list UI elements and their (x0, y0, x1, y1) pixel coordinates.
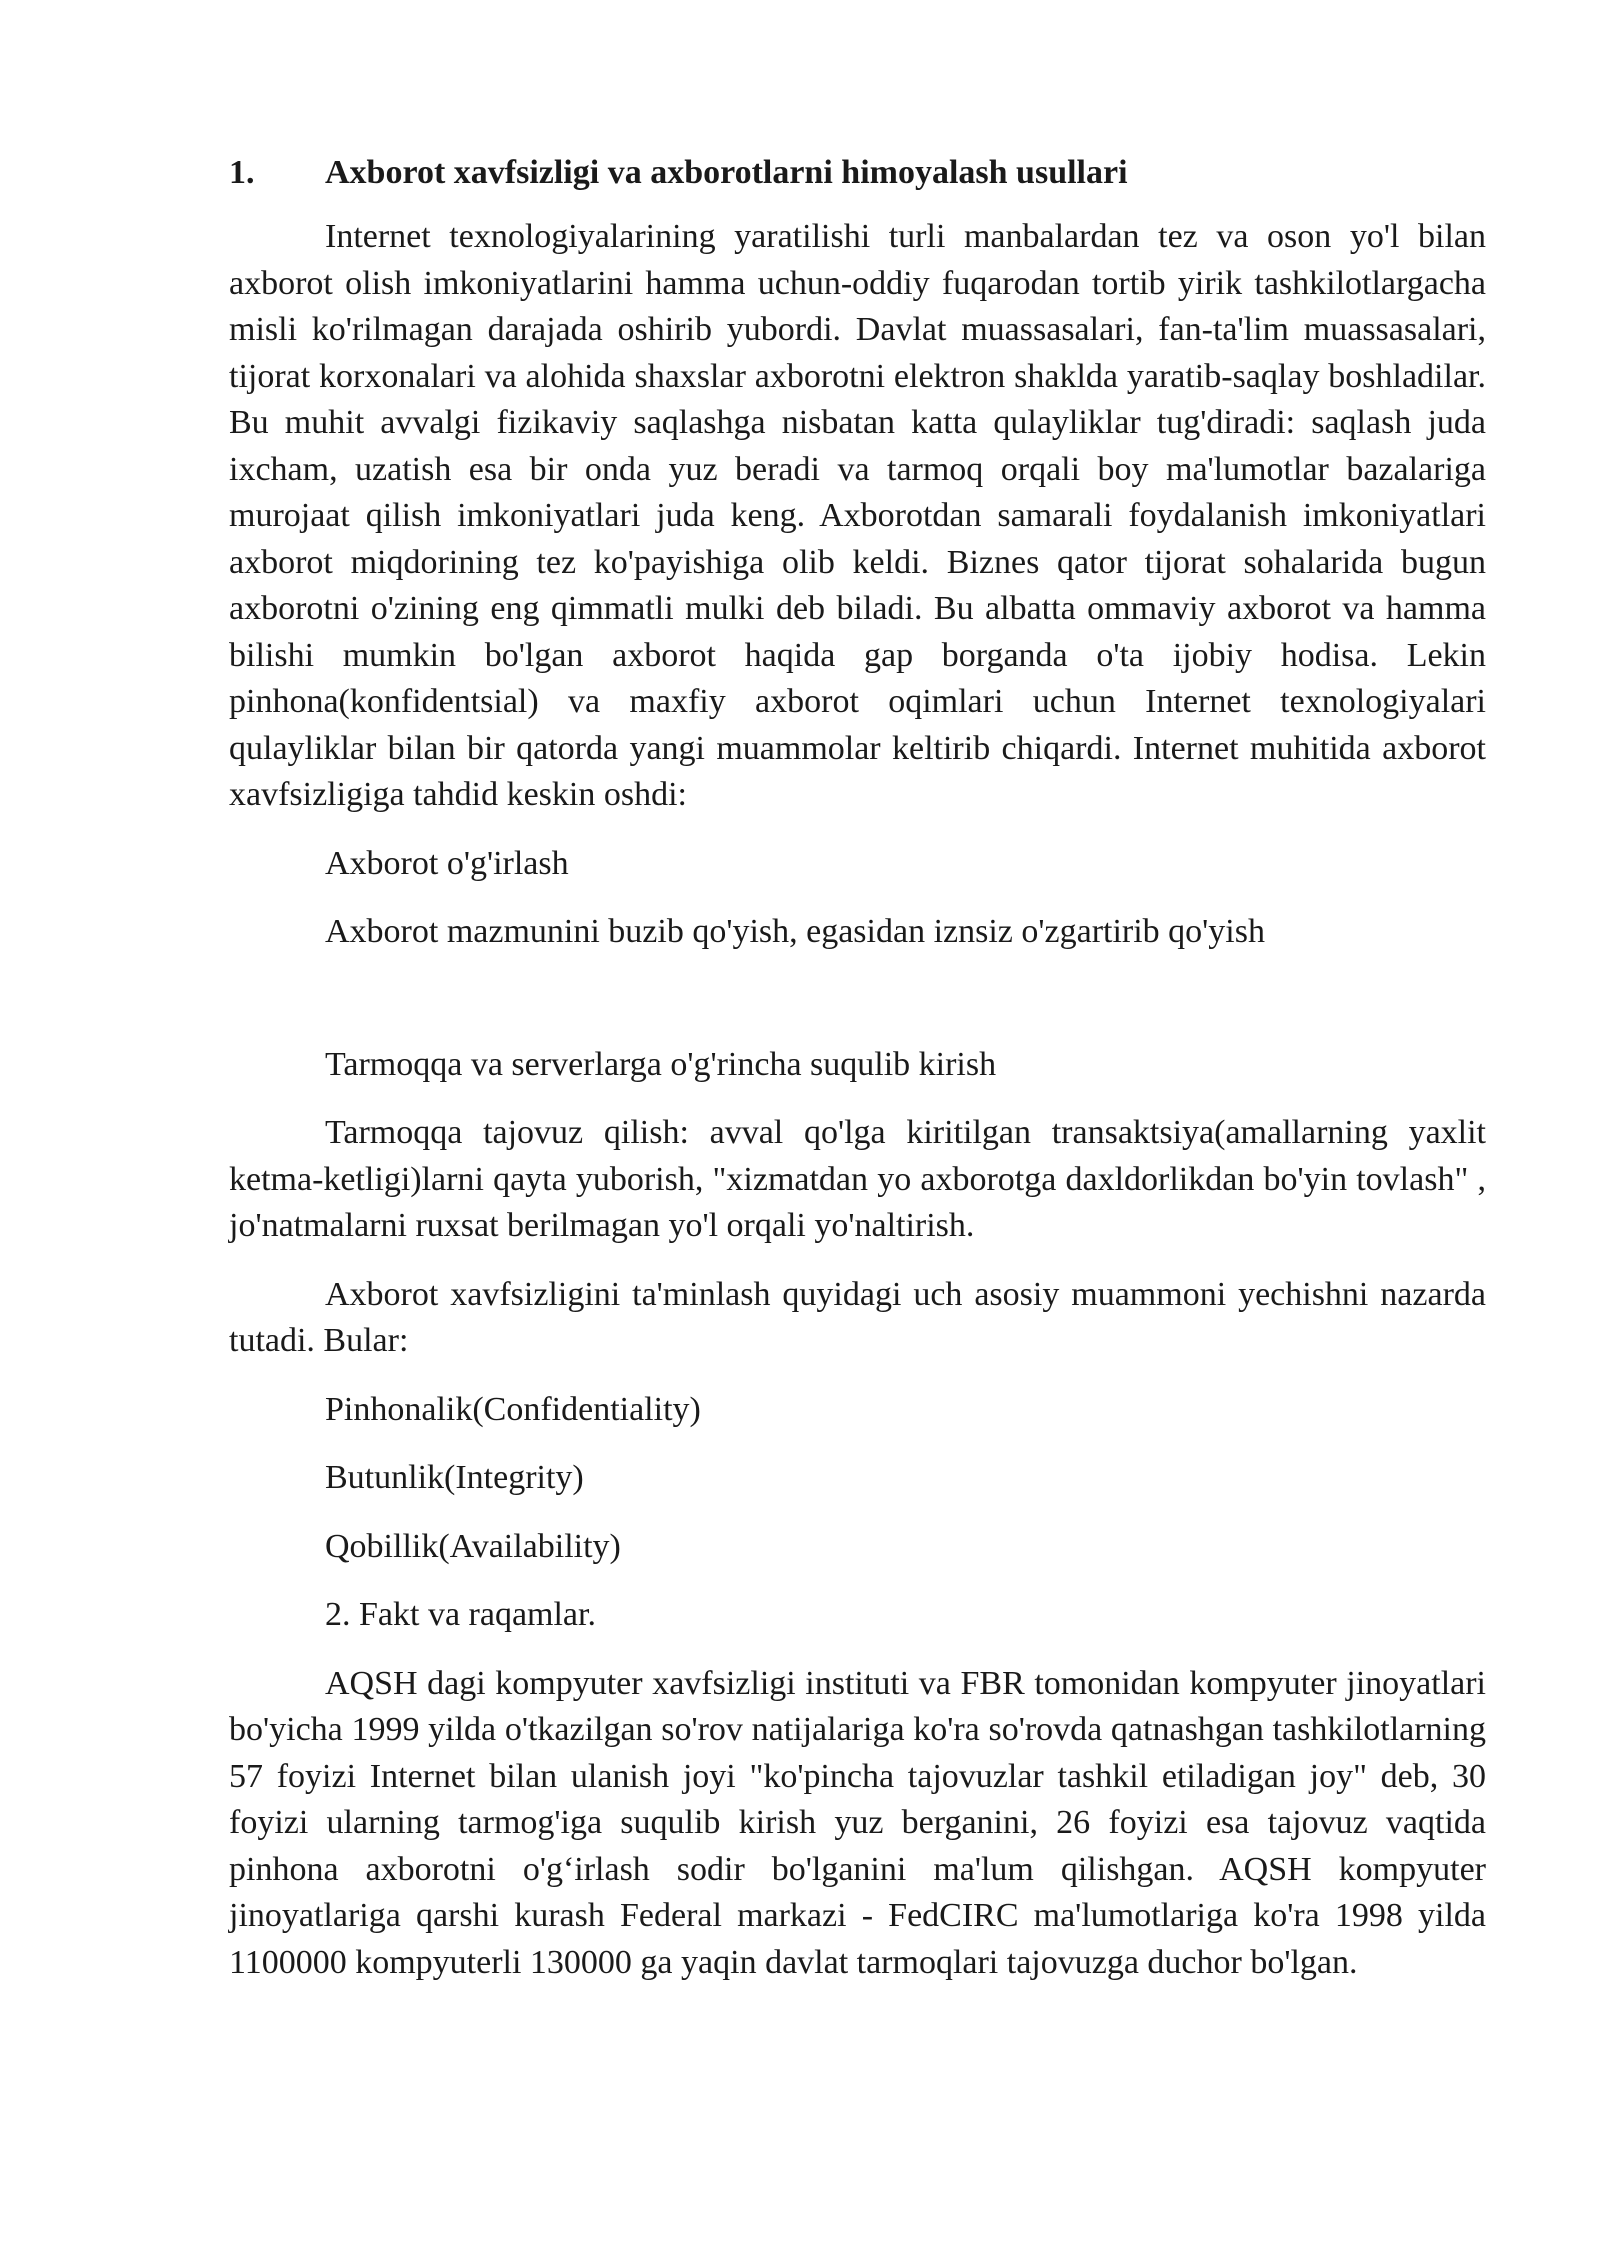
statistics-paragraph: AQSH dagi kompyuter xavfsizligi instituti va FBR tomonidan kompyuter jinoyatlari bo'yicha 1999 yilda o'tkazilgan so'rov natijalariga ko'ra so'rovda qatnashgan tashkilotlarning 57 foyizi Internet bilan ulanish joyi "ko'pincha tajovuzlar tashkil etiladigan joy" deb, 30 foyizi ularning tarmog'iga suqulib kirish yuz berganini, 26 foyizi esa tajovuz vaqtida pinhona axborotni o'g‘irlash sodir bo'lganini ma'lum qilishgan. AQSH kompyuter jinoyatlariga qarshi kurash Federal markazi - FedCIRC ma'lumotlariga ko'ra 1998 yilda 1100000 kompyuterli 130000 ga yaqin davlat tarmoqlari tajovuzga duchor bo'lgan. (229, 1664, 1486, 1981)
threat-item-tampering: Axborot mazmunini buzib qo'yish, egasidan iznsiz o'zgartirib qo'yish (325, 913, 1265, 950)
document-page (229, 150, 1486, 2008)
blank-gap (229, 978, 1486, 1042)
section-number: 1. (229, 154, 255, 191)
intro-paragraph: Internet texnologiyalarining yaratilishi turli manbalardan tez va oson yo'l bilan axborot olish imkoniyatlarini hamma uchun-oddiy fuqarodan tortib yirik tashkilotlargacha misli ko'rilmagan darajada oshirib yubordi. Davlat muassasalari, fan-ta'lim muassasalari, tijorat korxonalari va alohida shaxslar axborotni elektron shaklda yaratib-saqlay boshladilar. Bu muhit avvalgi fizikaviy saqlashga nisbatan katta qulayliklar tug'diradi: saqlash juda ixcham, uzatish esa bir onda yuz beradi va tarmoq orqali boy ma'lumotlar bazalariga murojaat qilish imkoniyatlari juda keng. Axborotdan samarali foydalanish imkoniyatlari axborot miqdorining tez ko'payishiga olib keldi. Biznes qator tijorat sohalarida bugun axborotni o'zining eng qimmatli mulki deb biladi. Bu albatta ommaviy axborot va hamma bilishi mumkin bo'lgan axborot haqida gap borganda o'ta ijobiy hodisa. Lekin pinhona(konfidentsial) va maxfiy axborot oqimlari uchun Internet texnologiyalari qulayliklar bilan bir qatorda yangi muammolar keltirib chiqardi. Internet muhitida axborot xavfsizligiga tahdid keskin oshdi: (229, 218, 1486, 813)
subsection-heading: 2. Fakt va raqamlar. (325, 1596, 596, 1633)
section-heading (229, 150, 1486, 196)
attack-paragraph: Tarmoqqa tajovuz qilish: avval qo'lga kiritilgan transaktsiya(amallarning yaxlit ketma-ketligi)larni qayta yuborish, "xizmatdan yo axborotga daxldorlikdan bo'yin tovlash" , jo'natmalarni ruxsat berilmagan yo'l orqali yo'naltirish. (229, 1114, 1486, 1244)
goal-item-confidentiality: Pinhonalik(Confidentiality) (325, 1390, 701, 1428)
threat-item-theft: Axborot o'g'irlash (325, 844, 569, 882)
goal-item-integrity: Butunlik(Integrity) (325, 1459, 584, 1496)
threat-item-intrusion: Tarmoqqa va serverlarga o'g'rincha suqulib kirish (325, 1045, 997, 1083)
goal-item-availability: Qobillik(Availability) (325, 1527, 621, 1565)
security-goals-paragraph: Axborot xavfsizligini ta'minlash quyidagi uch asosiy muammoni yechishni nazarda tutadi. Bular: (229, 1275, 1486, 1359)
section-title: Axborot xavfsizligi va axborotlarni himoyalash usullari (325, 154, 1128, 191)
